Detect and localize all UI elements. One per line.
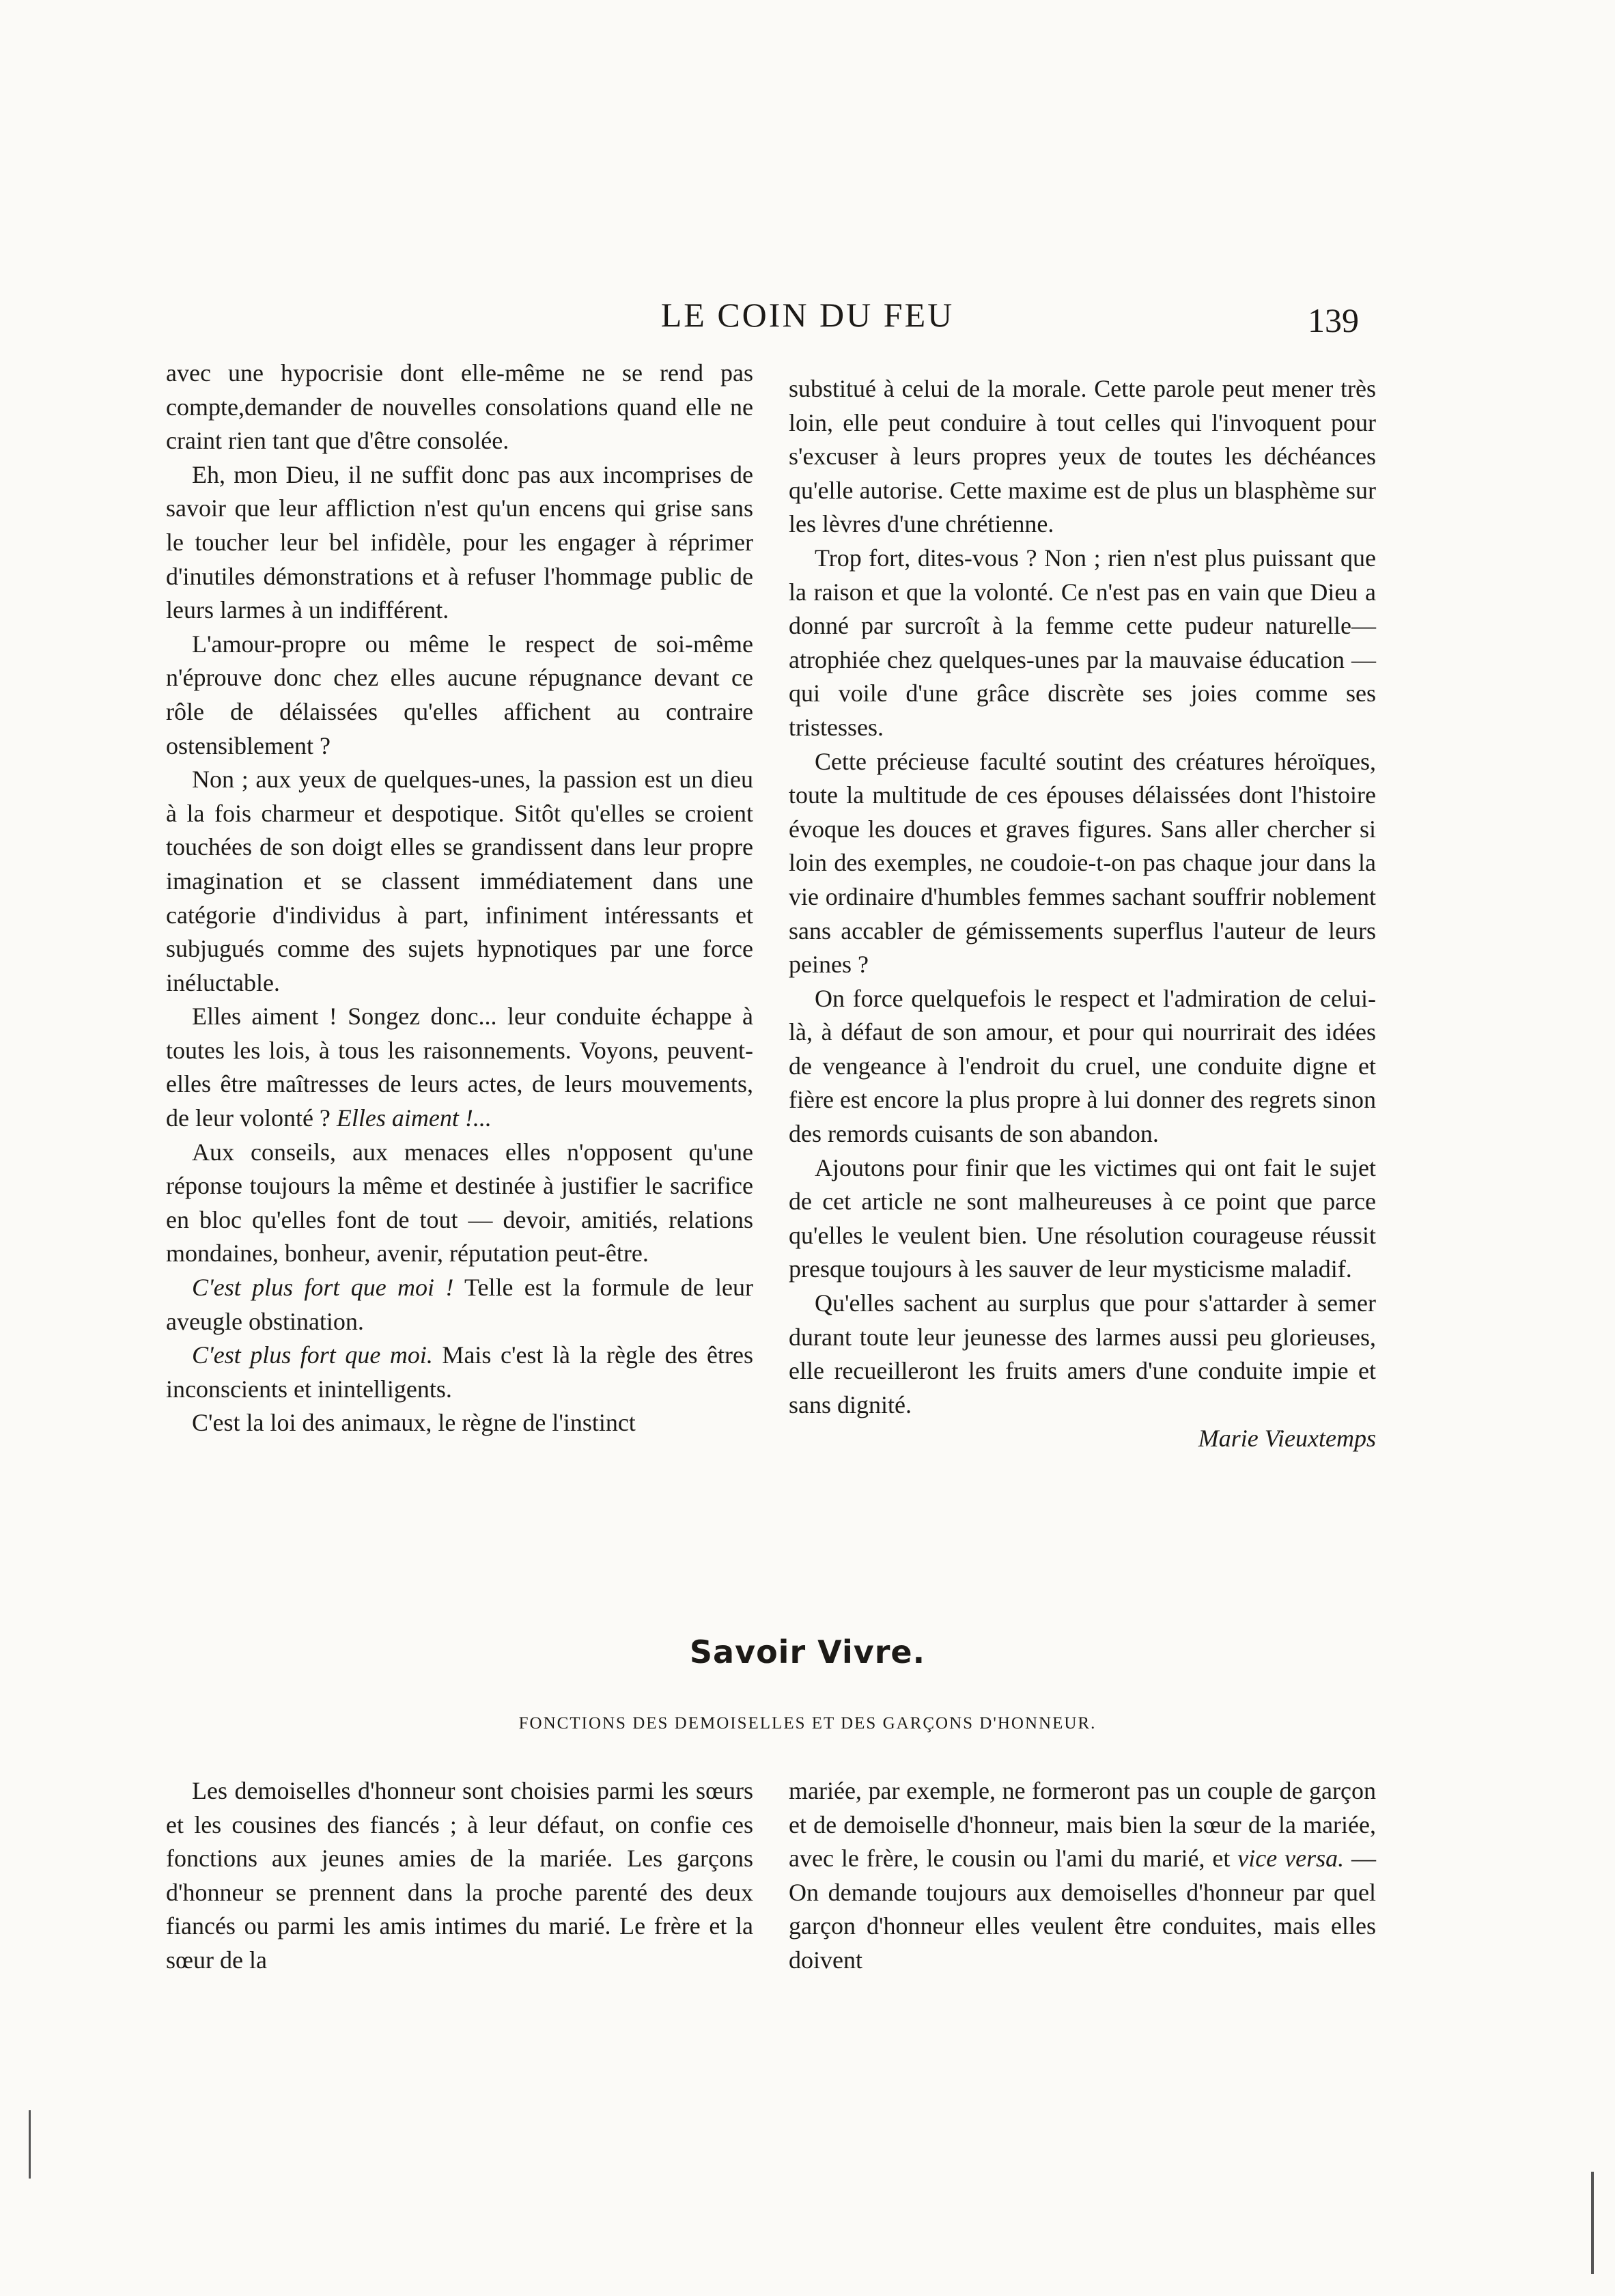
paragraph-text: Aux conseils, aux menaces elles n'opposent qu'une réponse toujours la même et destinée à justifier le sacrifice en bloc qu'elles font de tout — devoir, amitiés, relations mondaines, bonheur, avenir, réputation peut-être. (166, 1138, 753, 1268)
running-title: LE COIN DU FEU (660, 296, 955, 334)
section-subtitle: FONCTIONS DES DEMOISELLES ET DES GARÇONS D'HONNEUR. (518, 1714, 1097, 1733)
paragraph-text: Elles aiment ! Songez donc... leur conduite échappe à toutes les lois, à tous les raisonnements. Voyons, peuvent-elles être maîtresses de leurs actes, de leurs mouvements, de leur volonté ? (166, 1003, 753, 1132)
paragraph (166, 1136, 753, 1271)
paragraph (166, 1774, 753, 1978)
paragraph (789, 1774, 1376, 1978)
paragraph-text: Ajoutons pour finir que les victimes qui ont fait le sujet de cet article ne sont malheureuses à ce point que parce qu'elles le veulent bien. Une résolution courageuse réussit presque toujours à les sauver de leur mysticisme maladif. (789, 1153, 1376, 1283)
section-right-column (789, 1774, 1376, 1978)
paragraph (789, 1287, 1376, 1422)
paragraph (166, 1406, 753, 1440)
paragraph-text: Eh, mon Dieu, il ne suffit donc pas aux incomprises de savoir que leur affliction n'est qu'un encens qui grise sans le toucher leur bel infidèle, pour les engager à réprimer d'inutiles démonstrations et à refuser l'hommage public de leurs larmes à un indifférent. (166, 460, 753, 624)
paragraph-text: mariée, par exemple, ne formeront pas un couple de garçon et de demoiselle d'honneur, mais bien la sœur de la mariée, avec le frère, le cousin ou l'ami du marié, et (789, 1777, 1376, 1873)
paragraph (789, 1151, 1376, 1287)
paragraph-text: Non ; aux yeux de quelques-unes, la passion est un dieu à la fois charmeur et despotique. Sitôt qu'elles se croient touchées de son doigt elles se grandissent dans leur propre imagination et se classent immédiatement dans une catégorie d'individus à part, infiniment intéressants et subjugués comme des sujets hypnotiques par une force inéluctable. (166, 766, 753, 996)
paragraph (166, 763, 753, 1000)
paragraph (166, 1271, 753, 1339)
paragraph (166, 1000, 753, 1135)
paragraph-text: Telle est la formule de leur aveugle obstination. (166, 1274, 753, 1335)
paragraph (789, 542, 1376, 745)
italic-phrase: C'est plus fort que moi. (192, 1341, 433, 1369)
paragraph-text: C'est la loi des animaux, le règne de l'instinct (192, 1409, 636, 1437)
italic-phrase: vice versa. (1237, 1845, 1345, 1873)
page-number: 139 (1308, 301, 1359, 339)
paragraph (789, 745, 1376, 982)
paragraph (166, 628, 753, 763)
paragraph-text: avec une hypocrisie dont elle-même ne se rend pas compte,demander de nouvelles consolations quand elle ne craint rien tant que d'être consolée. (166, 359, 753, 455)
paragraph (789, 982, 1376, 1151)
section-title: Savoir Vivre. (689, 1634, 926, 1670)
paragraph (166, 458, 753, 628)
paragraph (789, 372, 1376, 542)
italic-phrase: Elles aiment !... (336, 1104, 492, 1132)
paragraph-text: Les demoiselles d'honneur sont choisies parmi les sœurs et les cousines des fiancés ; à leur défaut, on confie ces fonctions aux jeunes amies de la mariée. Les garçons d'honneur se prennent dans la proche parenté des deux fiancés ou parmi les amis intimes du marié. Le frère et la sœur de la (166, 1777, 753, 1974)
italic-phrase: C'est plus fort que moi ! (192, 1274, 454, 1302)
scan-edge-mark (29, 2110, 31, 2179)
paragraph (166, 356, 753, 458)
section-left-column (166, 1774, 753, 1978)
author-signature: Marie Vieuxtemps (1198, 1425, 1376, 1453)
paragraph-text: L'amour-propre ou même le respect de soi-même n'éprouve donc chez elles aucune répugnance devant ce rôle de délaissées qu'elles affichent au contraire ostensiblement ? (166, 630, 753, 759)
article-right-column (789, 372, 1376, 1456)
paragraph-text: On force quelquefois le respect et l'admiration de celui-là, à défaut de son amour, et pour qui nourrirait des idées de vengeance à l'endroit du cruel, une conduite digne et fière est encore la plus propre à lui donner des regrets sinon des remords cuisants de son abandon. (789, 984, 1376, 1148)
paragraph-text: Mais c'est là la règle des êtres inconscients et inintelligents. (166, 1341, 753, 1403)
paragraph-text: — On demande toujours aux demoiselles d'honneur par quel garçon d'honneur elles veulent être conduites, mais elles doivent (789, 1845, 1376, 1974)
paragraph-text: substitué à celui de la morale. Cette parole peut mener très loin, elle peut conduire à tout celles qui l'invoquent pour s'excuser à leurs propres yeux de toutes les déchéances qu'elle autorise. Cette maxime est de plus un blasphème sur les lèvres d'une chrétienne. (789, 375, 1376, 538)
scan-edge-mark (1591, 2172, 1594, 2274)
article-left-column (166, 356, 753, 1440)
paragraph-text: Trop fort, dites-vous ? Non ; rien n'est plus puissant que la raison et que la volonté. Ce n'est pas en vain que Dieu a donné par surcroît à la femme cette pudeur naturelle—atrophiée chez quelques-unes par la mauvaise éducation — qui voile d'une grâce discrète ses joies comme ses tristesses. (789, 544, 1376, 741)
paragraph (166, 1339, 753, 1406)
paragraph-text: Cette précieuse faculté soutint des créatures héroïques, toute la multitude de ces épouses délaissées dont l'histoire évoque les douces et graves figures. Sans aller chercher si loin des exemples, ne coudoie-t-on pas chaque jour dans la vie ordinaire d'humbles femmes sachant souffrir noblement sans accabler de gémissements superflus l'auteur de leurs peines ? (789, 747, 1376, 979)
paragraph-text: Qu'elles sachent au surplus que pour s'attarder à semer durant toute leur jeunesse des larmes aussi peu glorieuses, elle recueilleront les fruits amers d'une conduite impie et sans dignité. (789, 1289, 1376, 1418)
